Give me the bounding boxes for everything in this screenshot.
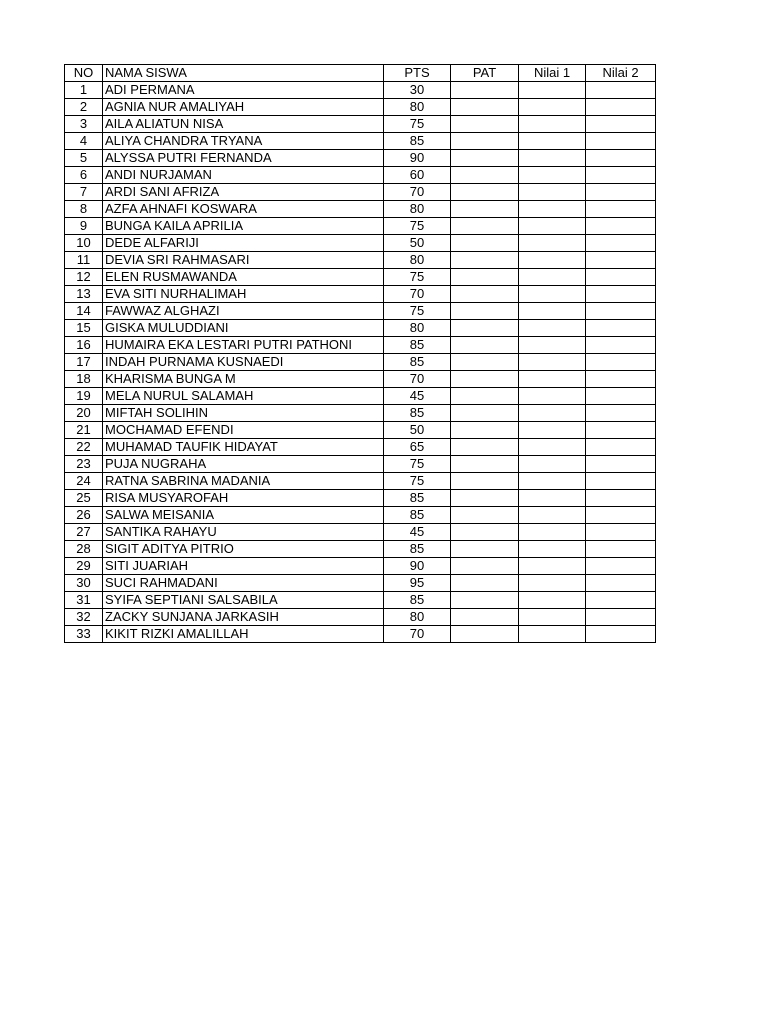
row-no: 30 (65, 575, 103, 592)
row-nilai1 (519, 405, 586, 422)
row-nilai1 (519, 235, 586, 252)
row-no: 7 (65, 184, 103, 201)
row-pts: 75 (384, 303, 451, 320)
row-nilai1 (519, 456, 586, 473)
row-name: MIFTAH SOLIHIN (103, 405, 384, 422)
row-nilai2 (586, 405, 656, 422)
row-nilai2 (586, 150, 656, 167)
row-no: 11 (65, 252, 103, 269)
table-body (65, 82, 656, 643)
row-pat (451, 473, 519, 490)
row-pat (451, 422, 519, 439)
row-no: 23 (65, 456, 103, 473)
row-no: 24 (65, 473, 103, 490)
row-nilai1 (519, 133, 586, 150)
table-row (65, 371, 656, 388)
table-row (65, 303, 656, 320)
row-nilai1 (519, 82, 586, 99)
table-row (65, 116, 656, 133)
row-pat (451, 218, 519, 235)
row-pat (451, 524, 519, 541)
row-nilai1 (519, 99, 586, 116)
row-nilai1 (519, 320, 586, 337)
row-pts: 75 (384, 269, 451, 286)
row-pts: 70 (384, 184, 451, 201)
row-nilai1 (519, 541, 586, 558)
row-nilai2 (586, 507, 656, 524)
row-pat (451, 252, 519, 269)
row-name: KHARISMA BUNGA M (103, 371, 384, 388)
row-no: 25 (65, 490, 103, 507)
table-row (65, 184, 656, 201)
row-pat (451, 286, 519, 303)
table-row (65, 524, 656, 541)
row-nilai2 (586, 626, 656, 643)
row-name: ZACKY SUNJANA JARKASIH (103, 609, 384, 626)
row-nilai1 (519, 473, 586, 490)
row-pat (451, 82, 519, 99)
row-no: 5 (65, 150, 103, 167)
row-pts: 85 (384, 354, 451, 371)
header-nilai2: Nilai 2 (586, 65, 656, 82)
row-nilai1 (519, 439, 586, 456)
row-nilai2 (586, 269, 656, 286)
row-name: PUJA NUGRAHA (103, 456, 384, 473)
row-pts: 50 (384, 235, 451, 252)
row-pts: 75 (384, 116, 451, 133)
row-no: 12 (65, 269, 103, 286)
row-pts: 85 (384, 541, 451, 558)
table-row (65, 337, 656, 354)
row-pts: 75 (384, 456, 451, 473)
table-row (65, 592, 656, 609)
row-nilai1 (519, 388, 586, 405)
row-nilai2 (586, 541, 656, 558)
table-row (65, 133, 656, 150)
row-nilai1 (519, 184, 586, 201)
row-nilai2 (586, 235, 656, 252)
row-nilai2 (586, 320, 656, 337)
row-pat (451, 388, 519, 405)
row-no: 15 (65, 320, 103, 337)
row-nilai1 (519, 354, 586, 371)
row-pts: 70 (384, 286, 451, 303)
table-row (65, 320, 656, 337)
row-pat (451, 541, 519, 558)
row-pts: 80 (384, 252, 451, 269)
row-pat (451, 235, 519, 252)
row-name: MELA NURUL SALAMAH (103, 388, 384, 405)
row-pts: 70 (384, 371, 451, 388)
table-row (65, 575, 656, 592)
row-nilai2 (586, 184, 656, 201)
row-pts: 90 (384, 558, 451, 575)
row-pat (451, 575, 519, 592)
row-nilai1 (519, 167, 586, 184)
row-no: 31 (65, 592, 103, 609)
row-name: SYIFA SEPTIANI SALSABILA (103, 592, 384, 609)
row-pat (451, 320, 519, 337)
row-name: BUNGA KAILA APRILIA (103, 218, 384, 235)
row-nilai1 (519, 337, 586, 354)
row-nilai1 (519, 524, 586, 541)
row-pts: 85 (384, 133, 451, 150)
row-nilai1 (519, 150, 586, 167)
row-pat (451, 201, 519, 218)
row-no: 17 (65, 354, 103, 371)
row-nilai1 (519, 507, 586, 524)
row-name: ANDI NURJAMAN (103, 167, 384, 184)
table-row (65, 541, 656, 558)
row-pts: 80 (384, 609, 451, 626)
table-row (65, 150, 656, 167)
row-no: 14 (65, 303, 103, 320)
row-name: ADI PERMANA (103, 82, 384, 99)
row-no: 20 (65, 405, 103, 422)
row-nilai2 (586, 303, 656, 320)
row-name: ALIYA CHANDRA TRYANA (103, 133, 384, 150)
student-score-table (64, 64, 656, 643)
table-row (65, 626, 656, 643)
row-no: 2 (65, 99, 103, 116)
row-name: ELEN RUSMAWANDA (103, 269, 384, 286)
row-name: ARDI SANI AFRIZA (103, 184, 384, 201)
table-row (65, 405, 656, 422)
row-nilai1 (519, 252, 586, 269)
row-pat (451, 167, 519, 184)
row-pat (451, 303, 519, 320)
row-pts: 50 (384, 422, 451, 439)
row-name: GISKA MULUDDIANI (103, 320, 384, 337)
row-pat (451, 354, 519, 371)
table-row (65, 422, 656, 439)
row-nilai2 (586, 524, 656, 541)
row-pts: 75 (384, 473, 451, 490)
row-name: AZFA AHNAFI KOSWARA (103, 201, 384, 218)
row-pts: 45 (384, 388, 451, 405)
row-pat (451, 269, 519, 286)
row-no: 8 (65, 201, 103, 218)
row-name: RATNA SABRINA MADANIA (103, 473, 384, 490)
row-pat (451, 609, 519, 626)
row-nilai2 (586, 286, 656, 303)
header-name: NAMA SISWA (103, 65, 384, 82)
row-nilai1 (519, 575, 586, 592)
table-row (65, 252, 656, 269)
row-no: 13 (65, 286, 103, 303)
row-nilai1 (519, 592, 586, 609)
row-pat (451, 337, 519, 354)
row-nilai2 (586, 422, 656, 439)
table-row (65, 558, 656, 575)
row-no: 26 (65, 507, 103, 524)
row-no: 21 (65, 422, 103, 439)
row-name: DEDE ALFARIJI (103, 235, 384, 252)
row-pat (451, 507, 519, 524)
row-no: 28 (65, 541, 103, 558)
row-no: 18 (65, 371, 103, 388)
row-nilai1 (519, 626, 586, 643)
row-pts: 95 (384, 575, 451, 592)
table-row (65, 490, 656, 507)
row-nilai1 (519, 201, 586, 218)
table-row (65, 388, 656, 405)
row-pts: 45 (384, 524, 451, 541)
row-no: 4 (65, 133, 103, 150)
row-nilai2 (586, 558, 656, 575)
row-nilai1 (519, 558, 586, 575)
row-name: KIKIT RIZKI AMALILLAH (103, 626, 384, 643)
table-row (65, 201, 656, 218)
row-name: HUMAIRA EKA LESTARI PUTRI PATHONI (103, 337, 384, 354)
row-nilai2 (586, 473, 656, 490)
row-pts: 80 (384, 201, 451, 218)
row-no: 27 (65, 524, 103, 541)
score-sheet (64, 64, 656, 643)
row-nilai2 (586, 252, 656, 269)
table-row (65, 167, 656, 184)
row-pat (451, 133, 519, 150)
row-pts: 70 (384, 626, 451, 643)
row-name: ALYSSA PUTRI FERNANDA (103, 150, 384, 167)
row-name: FAWWAZ ALGHAZI (103, 303, 384, 320)
row-no: 22 (65, 439, 103, 456)
row-nilai1 (519, 422, 586, 439)
row-name: AILA ALIATUN NISA (103, 116, 384, 133)
row-no: 1 (65, 82, 103, 99)
row-no: 16 (65, 337, 103, 354)
row-nilai2 (586, 388, 656, 405)
row-pts: 85 (384, 405, 451, 422)
row-pat (451, 592, 519, 609)
row-nilai2 (586, 575, 656, 592)
row-pts: 85 (384, 507, 451, 524)
row-no: 6 (65, 167, 103, 184)
row-pts: 90 (384, 150, 451, 167)
row-nilai2 (586, 337, 656, 354)
row-name: DEVIA SRI RAHMASARI (103, 252, 384, 269)
row-pat (451, 439, 519, 456)
row-nilai2 (586, 133, 656, 150)
row-pts: 85 (384, 337, 451, 354)
table-row (65, 473, 656, 490)
row-nilai2 (586, 609, 656, 626)
row-nilai2 (586, 439, 656, 456)
table-row (65, 456, 656, 473)
row-nilai2 (586, 456, 656, 473)
header-row (65, 65, 656, 82)
row-nilai1 (519, 371, 586, 388)
header-pts: PTS (384, 65, 451, 82)
row-nilai2 (586, 592, 656, 609)
row-pts: 80 (384, 320, 451, 337)
row-pts: 75 (384, 218, 451, 235)
header-nilai1: Nilai 1 (519, 65, 586, 82)
row-nilai1 (519, 490, 586, 507)
row-no: 19 (65, 388, 103, 405)
row-nilai1 (519, 116, 586, 133)
row-nilai2 (586, 218, 656, 235)
row-pat (451, 99, 519, 116)
row-name: MOCHAMAD EFENDI (103, 422, 384, 439)
row-name: AGNIA NUR AMALIYAH (103, 99, 384, 116)
table-row (65, 507, 656, 524)
row-no: 32 (65, 609, 103, 626)
row-nilai2 (586, 99, 656, 116)
table-row (65, 354, 656, 371)
table-row (65, 269, 656, 286)
row-no: 29 (65, 558, 103, 575)
row-no: 10 (65, 235, 103, 252)
table-row (65, 609, 656, 626)
row-pts: 30 (384, 82, 451, 99)
row-name: EVA SITI NURHALIMAH (103, 286, 384, 303)
row-nilai2 (586, 490, 656, 507)
row-pat (451, 405, 519, 422)
row-nilai2 (586, 167, 656, 184)
row-name: MUHAMAD TAUFIK HIDAYAT (103, 439, 384, 456)
row-pat (451, 116, 519, 133)
row-pat (451, 371, 519, 388)
row-name: SANTIKA RAHAYU (103, 524, 384, 541)
row-pat (451, 626, 519, 643)
table-row (65, 286, 656, 303)
row-pts: 80 (384, 99, 451, 116)
row-nilai1 (519, 286, 586, 303)
row-nilai2 (586, 82, 656, 99)
row-nilai2 (586, 371, 656, 388)
header-pat: PAT (451, 65, 519, 82)
row-pts: 65 (384, 439, 451, 456)
table-row (65, 439, 656, 456)
row-name: SALWA MEISANIA (103, 507, 384, 524)
row-no: 9 (65, 218, 103, 235)
row-nilai1 (519, 303, 586, 320)
row-pat (451, 490, 519, 507)
row-pat (451, 150, 519, 167)
row-name: SIGIT ADITYA PITRIO (103, 541, 384, 558)
header-no: NO (65, 65, 103, 82)
row-no: 3 (65, 116, 103, 133)
row-nilai2 (586, 201, 656, 218)
row-pts: 85 (384, 592, 451, 609)
row-no: 33 (65, 626, 103, 643)
row-nilai2 (586, 116, 656, 133)
table-row (65, 82, 656, 99)
row-name: SITI JUARIAH (103, 558, 384, 575)
row-pts: 60 (384, 167, 451, 184)
row-name: INDAH PURNAMA KUSNAEDI (103, 354, 384, 371)
row-pat (451, 456, 519, 473)
table-row (65, 235, 656, 252)
row-nilai1 (519, 609, 586, 626)
table-row (65, 218, 656, 235)
row-pat (451, 558, 519, 575)
row-name: RISA MUSYAROFAH (103, 490, 384, 507)
row-pat (451, 184, 519, 201)
row-nilai1 (519, 218, 586, 235)
row-pts: 85 (384, 490, 451, 507)
row-nilai1 (519, 269, 586, 286)
row-name: SUCI RAHMADANI (103, 575, 384, 592)
row-nilai2 (586, 354, 656, 371)
table-row (65, 99, 656, 116)
